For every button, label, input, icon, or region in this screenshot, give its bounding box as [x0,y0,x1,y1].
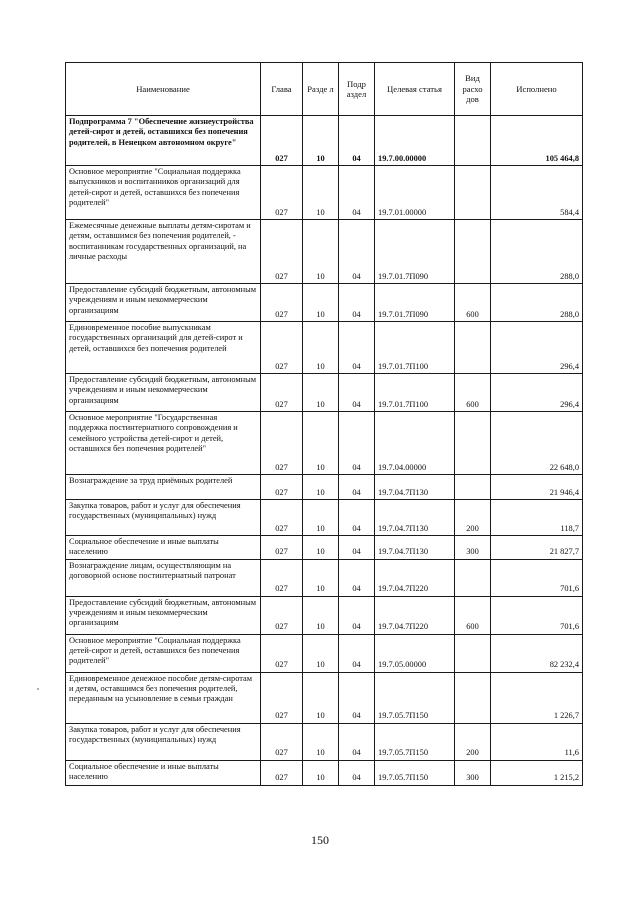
cell-ispolneno: 11,6 [491,723,583,760]
cell-glava: 027 [261,760,303,785]
cell-razdel: 10 [303,475,339,500]
cell-vid: 600 [455,374,491,412]
cell-celevaya: 19.7.04.7П220 [375,559,455,596]
table-row [66,596,583,634]
cell-ispolneno: 296,4 [491,374,583,412]
cell-celevaya: 19.7.00.00000 [375,116,455,166]
table-row [66,284,583,322]
table-row [66,374,583,412]
header-celevaya: Целевая статья [375,63,455,116]
cell-razdel: 10 [303,412,339,475]
cell-glava: 027 [261,672,303,723]
cell-razdel: 10 [303,559,339,596]
cell-razdel: 10 [303,284,339,322]
cell-name: Подпрограмма 7 "Обеспечение жизнеустройства детей-сирот и детей, оставшихся без попечения родителей, в Ненецком автономном округе" [66,116,261,166]
cell-name: Основное мероприятие "Социальная поддержка детей-сирот и детей, оставшихся без попечения родителей" [66,634,261,672]
cell-glava: 027 [261,116,303,166]
cell-celevaya: 19.7.01.7П090 [375,220,455,284]
table-row [66,634,583,672]
page-number: 150 [311,833,329,847]
cell-podrazdel: 04 [339,634,375,672]
table-header-row [66,63,583,116]
cell-ispolneno: 82 232,4 [491,634,583,672]
table-row [66,760,583,785]
cell-podrazdel: 04 [339,284,375,322]
table-row [66,220,583,284]
header-glava: Глава [261,63,303,116]
cell-vid [455,634,491,672]
cell-name: Основное мероприятие "Государственная поддержка постинтернатного сопровождения и семейного устройства детей-сирот и детей, оставшихся без попечения родителей" [66,412,261,475]
cell-vid [455,559,491,596]
cell-razdel: 10 [303,536,339,560]
cell-podrazdel: 04 [339,760,375,785]
cell-vid: 300 [455,536,491,560]
cell-ispolneno: 296,4 [491,322,583,374]
cell-podrazdel: 04 [339,475,375,500]
cell-vid [455,322,491,374]
cell-podrazdel: 04 [339,220,375,284]
cell-name: Основное мероприятие "Социальная поддержка выпускников и воспитанников организаций для детей-сирот и детей, оставшихся без попечения родителей" [66,166,261,220]
cell-vid [455,166,491,220]
cell-ispolneno: 1 226,7 [491,672,583,723]
cell-ispolneno: 288,0 [491,284,583,322]
table-row [66,672,583,723]
table-row [66,322,583,374]
cell-name: Закупка товаров, работ и услуг для обеспечения государственных (муниципальных) нужд [66,723,261,760]
cell-ispolneno: 105 464,8 [491,116,583,166]
cell-razdel: 10 [303,634,339,672]
cell-glava: 027 [261,284,303,322]
table-row [66,412,583,475]
cell-razdel: 10 [303,596,339,634]
cell-vid [455,475,491,500]
table-body [66,116,583,786]
cell-name: Вознаграждение за труд приёмных родителей [66,475,261,500]
cell-glava: 027 [261,166,303,220]
cell-razdel: 10 [303,500,339,536]
cell-podrazdel: 04 [339,322,375,374]
cell-razdel: 10 [303,116,339,166]
cell-name: Предоставление субсидий бюджетным, автономным учреждениям и иным некоммерческим организациям [66,284,261,322]
scan-mark [37,688,39,690]
table-row [66,166,583,220]
cell-vid [455,116,491,166]
cell-vid: 600 [455,284,491,322]
cell-celevaya: 19.7.01.7П100 [375,322,455,374]
cell-name: Единовременное денежное пособие детям-сиротам и детям, оставшимся без попечения родителей, переданным на усыновление в семьи граждан [66,672,261,723]
cell-razdel: 10 [303,760,339,785]
cell-vid: 200 [455,500,491,536]
cell-podrazdel: 04 [339,559,375,596]
cell-name: Социальное обеспечение и иные выплаты населению [66,536,261,560]
cell-celevaya: 19.7.05.7П150 [375,672,455,723]
cell-podrazdel: 04 [339,500,375,536]
header-podrazdel: Подр аздел [339,63,375,116]
cell-celevaya: 19.7.04.7П130 [375,536,455,560]
cell-vid [455,672,491,723]
header-razdel: Разде л [303,63,339,116]
cell-podrazdel: 04 [339,596,375,634]
cell-glava: 027 [261,596,303,634]
cell-razdel: 10 [303,166,339,220]
cell-glava: 027 [261,374,303,412]
cell-razdel: 10 [303,672,339,723]
cell-glava: 027 [261,536,303,560]
cell-vid [455,220,491,284]
cell-celevaya: 19.7.04.7П130 [375,475,455,500]
cell-celevaya: 19.7.04.00000 [375,412,455,475]
table-row [66,500,583,536]
cell-razdel: 10 [303,322,339,374]
cell-podrazdel: 04 [339,723,375,760]
cell-podrazdel: 04 [339,536,375,560]
cell-podrazdel: 04 [339,166,375,220]
table-row [66,559,583,596]
cell-name: Единовременное пособие выпускникам государственных организаций для детей-сирот и детей, оставшихся без попечения родителей [66,322,261,374]
cell-glava: 027 [261,723,303,760]
cell-celevaya: 19.7.05.7П150 [375,723,455,760]
cell-celevaya: 19.7.04.7П220 [375,596,455,634]
cell-vid: 600 [455,596,491,634]
cell-ispolneno: 584,4 [491,166,583,220]
cell-celevaya: 19.7.01.00000 [375,166,455,220]
table-row [66,116,583,166]
cell-celevaya: 19.7.01.7П090 [375,284,455,322]
cell-glava: 027 [261,412,303,475]
cell-razdel: 10 [303,374,339,412]
cell-ispolneno: 21 946,4 [491,475,583,500]
cell-celevaya: 19.7.01.7П100 [375,374,455,412]
cell-ispolneno: 701,6 [491,559,583,596]
cell-glava: 027 [261,500,303,536]
cell-glava: 027 [261,634,303,672]
cell-ispolneno: 288,0 [491,220,583,284]
cell-celevaya: 19.7.05.00000 [375,634,455,672]
header-ispolneno: Исполнено [491,63,583,116]
header-vid: Вид расхо дов [455,63,491,116]
cell-glava: 027 [261,559,303,596]
cell-celevaya: 19.7.04.7П130 [375,500,455,536]
expenditure-table [65,62,583,786]
cell-vid [455,412,491,475]
table-row [66,475,583,500]
cell-razdel: 10 [303,723,339,760]
cell-vid: 200 [455,723,491,760]
cell-name: Социальное обеспечение и иные выплаты населению [66,760,261,785]
cell-podrazdel: 04 [339,374,375,412]
cell-name: Закупка товаров, работ и услуг для обеспечения государственных (муниципальных) нужд [66,500,261,536]
table-row [66,536,583,560]
table-row [66,723,583,760]
cell-glava: 027 [261,322,303,374]
cell-ispolneno: 22 648,0 [491,412,583,475]
cell-ispolneno: 21 827,7 [491,536,583,560]
cell-glava: 027 [261,475,303,500]
cell-celevaya: 19.7.05.7П150 [375,760,455,785]
cell-glava: 027 [261,220,303,284]
cell-podrazdel: 04 [339,672,375,723]
header-name: Наименование [66,63,261,116]
cell-razdel: 10 [303,220,339,284]
cell-ispolneno: 118,7 [491,500,583,536]
cell-name: Ежемесячные денежные выплаты детям-сиротам и детям, оставшимся без попечения родителей, - воспитанникам государственных организаций, на личные расходы [66,220,261,284]
cell-name: Предоставление субсидий бюджетным, автономным учреждениям и иным некоммерческим организациям [66,596,261,634]
cell-name: Вознаграждение лицам, осуществляющим на договорной основе постинтернатный патронат [66,559,261,596]
cell-podrazdel: 04 [339,116,375,166]
cell-ispolneno: 1 215,2 [491,760,583,785]
cell-vid: 300 [455,760,491,785]
cell-name: Предоставление субсидий бюджетным, автономным учреждениям и иным некоммерческим организациям [66,374,261,412]
cell-podrazdel: 04 [339,412,375,475]
cell-ispolneno: 701,6 [491,596,583,634]
